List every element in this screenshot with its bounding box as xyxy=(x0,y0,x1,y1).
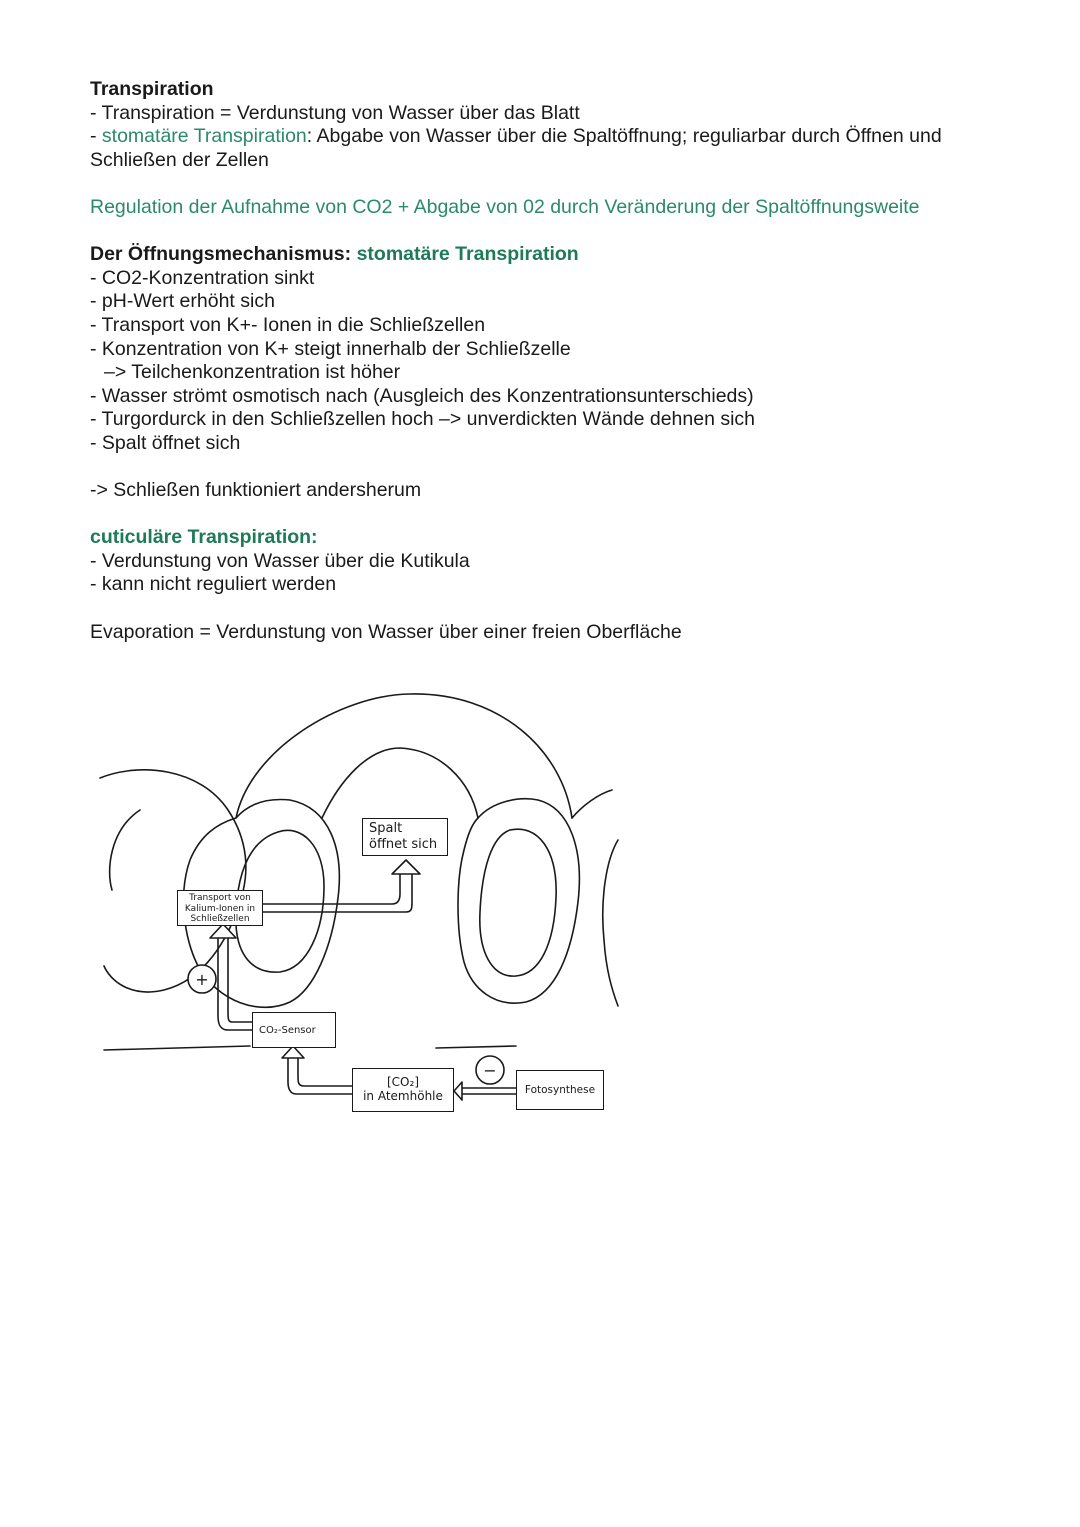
stomatal-term: stomatäre Transpiration xyxy=(101,125,307,148)
arrow-foto-to-atem xyxy=(460,1088,516,1094)
base-line-right xyxy=(436,1046,516,1048)
right-edge-cell xyxy=(572,790,612,818)
left-epidermis-cell xyxy=(100,770,246,992)
arrowhead-atem xyxy=(454,1082,462,1100)
right-outer-curve xyxy=(603,840,618,1006)
box-fotosynthese xyxy=(516,1070,604,1110)
cuticular-item: - kann nicht reguliert werden xyxy=(90,573,337,596)
transpiration-heading: Transpiration xyxy=(90,78,214,100)
mechanism-item: - Turgordurck in den Schließzellen hoch –> unverdickten Wände dehnen sich xyxy=(90,408,756,431)
transpiration-definition: - Transpiration = Verdunstung von Wasser über das Blatt xyxy=(90,101,580,124)
transport-line3: Schließzellen xyxy=(190,914,250,924)
inner-arch xyxy=(322,748,478,818)
document-page xyxy=(90,78,1010,644)
spalt-line1: Spalt xyxy=(369,821,403,836)
mechanism-item: - Spalt öffnet sich xyxy=(90,431,241,454)
transport-line1: Transport von xyxy=(189,893,251,903)
transport-line2: Kalium-Ionen in xyxy=(184,903,256,914)
arrowhead-transport xyxy=(210,924,236,938)
box-co2-sensor xyxy=(252,1012,336,1048)
left-edge-cell xyxy=(110,810,140,890)
mechanism-item: - Transport von K+- Ionen in die Schließzellen xyxy=(90,313,486,336)
stomatal-description-cont: Schließen der Zellen xyxy=(90,148,269,171)
mechanism-heading-line xyxy=(90,243,1010,267)
cuticular-item: - Verdunstung von Wasser über die Kutikula xyxy=(90,549,470,572)
box-spalt-oeffnet xyxy=(362,818,448,856)
stomata-diagram xyxy=(100,690,620,1120)
stomatal-transpiration-line xyxy=(90,125,1010,149)
atem-line1: [CO₂] xyxy=(387,1075,419,1089)
mechanism-closing: -> Schließen funktioniert andersherum xyxy=(90,479,422,502)
right-guard-cell-inner xyxy=(480,829,556,976)
arrow-atem-to-sensor xyxy=(288,1058,352,1094)
arrowhead-spalt xyxy=(392,860,420,874)
spalt-line2: öffnet sich xyxy=(369,837,438,852)
plus-sign: + xyxy=(195,970,209,989)
mechanism-item: - Wasser strömt osmotisch nach (Ausgleich des Konzentrationsunterschieds) xyxy=(90,384,754,407)
evaporation-line: Evaporation = Verdunstung von Wasser über einer freien Oberfläche xyxy=(90,620,682,643)
base-line xyxy=(104,1046,250,1050)
dash: - xyxy=(90,125,102,148)
minus-sign: − xyxy=(483,1061,497,1080)
box-transport xyxy=(177,890,263,926)
mechanism-heading-term: stomatäre Transpiration xyxy=(356,243,579,266)
mechanism-heading: Der Öffnungsmechanismus: xyxy=(90,243,352,266)
arrow-sensor-to-transport xyxy=(218,938,252,1030)
cuticular-heading: cuticuläre Transpiration: xyxy=(90,526,318,549)
mechanism-item: - CO2-Konzentration sinkt xyxy=(90,266,315,289)
mechanism-item: –> Teilchenkonzentration ist höher xyxy=(104,361,401,384)
regulation-line: Regulation der Aufnahme von CO2 + Abgabe von 02 durch Veränderung der Spaltöffnungsweite xyxy=(90,195,920,218)
atem-line2: in Atemhöhle xyxy=(363,1089,443,1103)
mechanism-item: - pH-Wert erhöht sich xyxy=(90,290,275,313)
box-co2-atemhoehle xyxy=(352,1068,454,1112)
fotosynthese-label: Fotosynthese xyxy=(524,1084,596,1096)
stomatal-description: : Abgabe von Wasser über die Spaltöffnung; reguliarbar durch Öffnen und xyxy=(306,125,942,148)
co2-sensor-label: CO₂-Sensor xyxy=(259,1025,316,1036)
mechanism-item: - Konzentration von K+ steigt innerhalb der Schließzelle xyxy=(90,337,571,360)
